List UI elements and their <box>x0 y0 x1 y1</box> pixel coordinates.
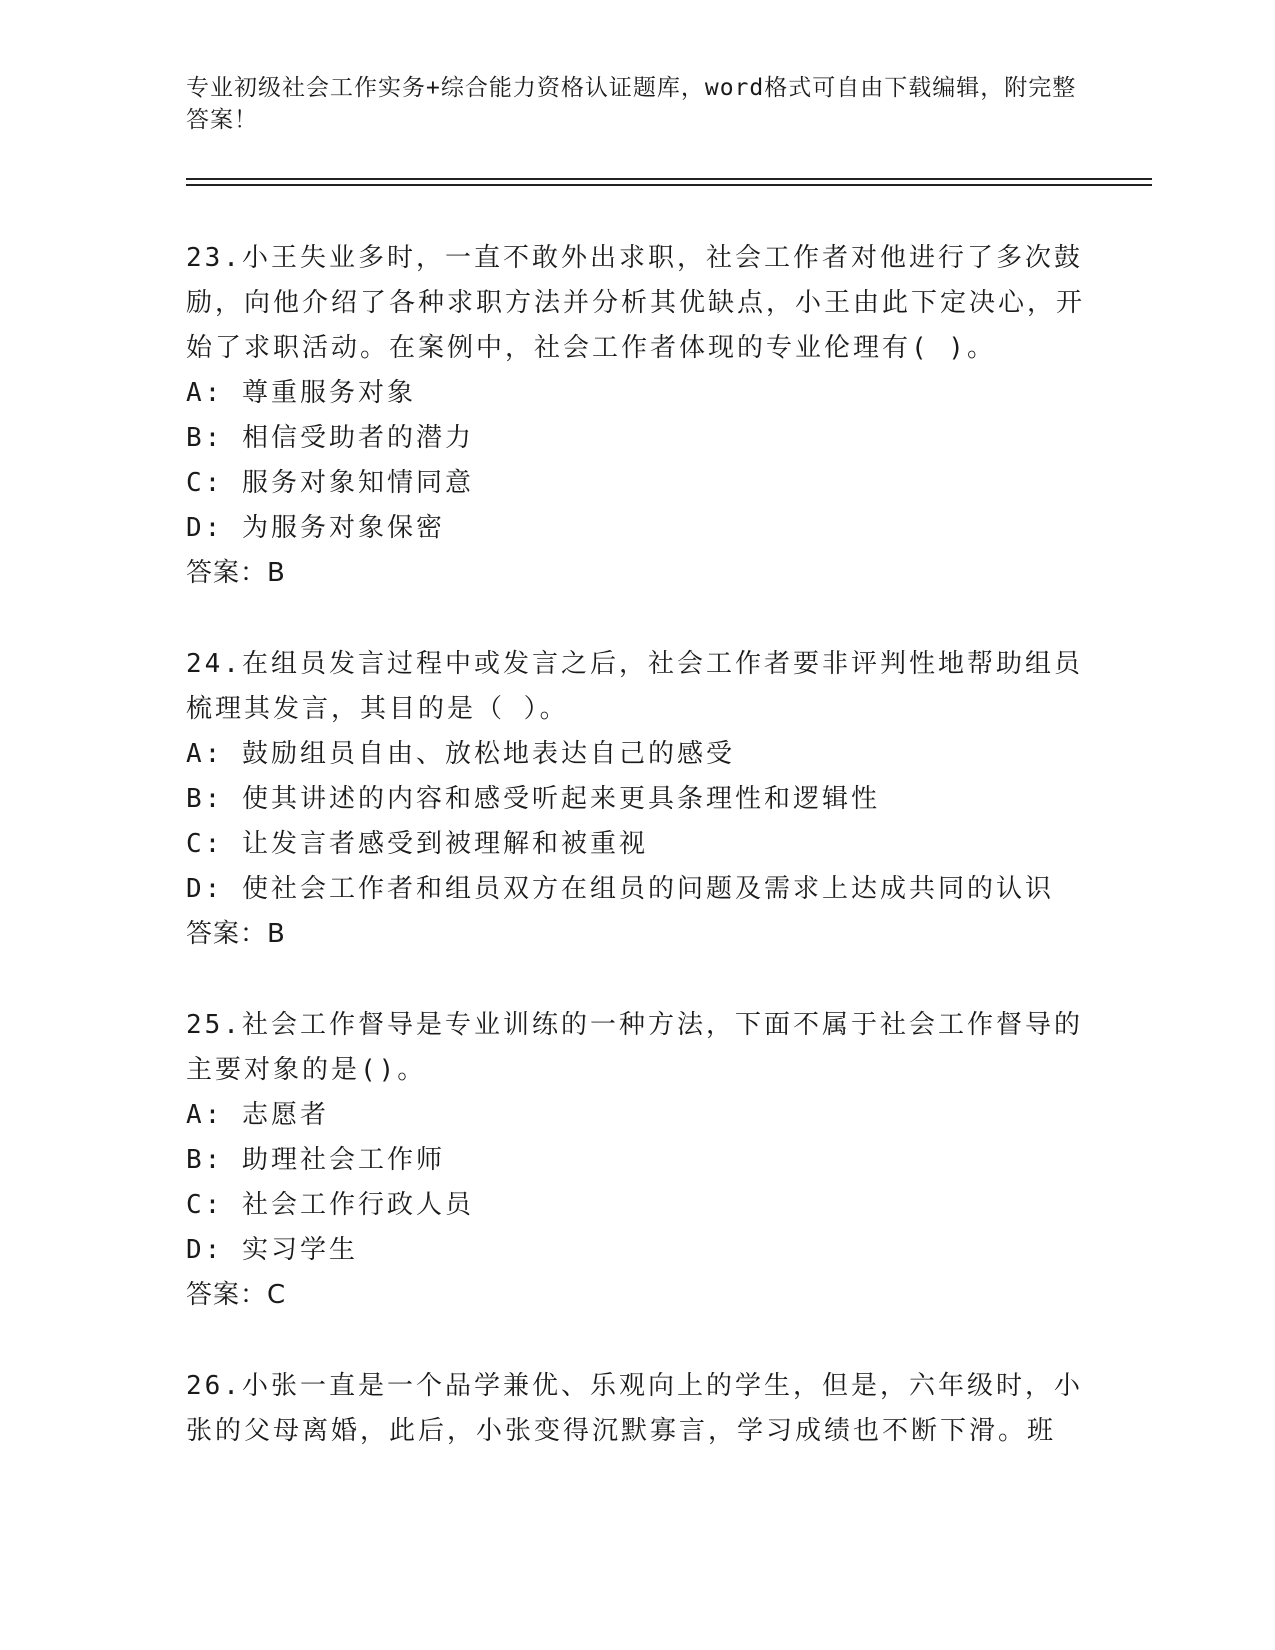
question-26 <box>186 1364 1086 1454</box>
answer-line: 答案：C <box>186 1280 287 1310</box>
question-stem: 26.小张一直是一个品学兼优、乐观向上的学生，但是，六年级时，小张的父母离婚，此后，小张变得沉默寡言，学习成绩也不断下滑。班 <box>186 1371 1083 1446</box>
question-stem: 25.社会工作督导是专业训练的一种方法，下面不属于社会工作督导的主要对象的是()。 <box>186 1010 1083 1085</box>
question-24 <box>186 642 1086 957</box>
header-divider-bottom <box>186 184 1152 186</box>
question-25 <box>186 1003 1086 1318</box>
option-d: D: 使社会工作者和组员双方在组员的问题及需求上达成共同的认识 <box>186 874 1054 904</box>
question-stem: 23.小王失业多时，一直不敢外出求职，社会工作者对他进行了多次鼓励，向他介绍了各种求职方法并分析其优缺点，小王由此下定决心，开始了求职活动。在案例中，社会工作者体现的专业伦理有( )。 <box>186 243 1086 363</box>
option-a: A: 鼓励组员自由、放松地表达自己的感受 <box>186 739 735 769</box>
answer-line: 答案：B <box>186 558 286 588</box>
question-list <box>186 236 1086 1500</box>
question-23 <box>186 236 1086 596</box>
header-divider-top <box>186 178 1152 180</box>
option-a: A: 志愿者 <box>186 1100 329 1130</box>
answer-line: 答案：B <box>186 919 286 949</box>
option-a: A: 尊重服务对象 <box>186 378 416 408</box>
option-c: C: 社会工作行政人员 <box>186 1190 474 1220</box>
option-c: C: 服务对象知情同意 <box>186 468 474 498</box>
document-header: 专业初级社会工作实务+综合能力资格认证题库，word格式可自由下载编辑，附完整答案！ <box>186 75 1077 133</box>
question-stem: 24.在组员发言过程中或发言之后，社会工作者要非评判性地帮助组员梳理其发言，其目的是（ ）。 <box>186 649 1083 724</box>
option-b: B: 助理社会工作师 <box>186 1145 445 1175</box>
option-b: B: 相信受助者的潜力 <box>186 423 474 453</box>
option-d: D: 为服务对象保密 <box>186 513 445 543</box>
option-b: B: 使其讲述的内容和感受听起来更具条理性和逻辑性 <box>186 784 880 814</box>
option-d: D: 实习学生 <box>186 1235 358 1265</box>
option-c: C: 让发言者感受到被理解和被重视 <box>186 829 648 859</box>
